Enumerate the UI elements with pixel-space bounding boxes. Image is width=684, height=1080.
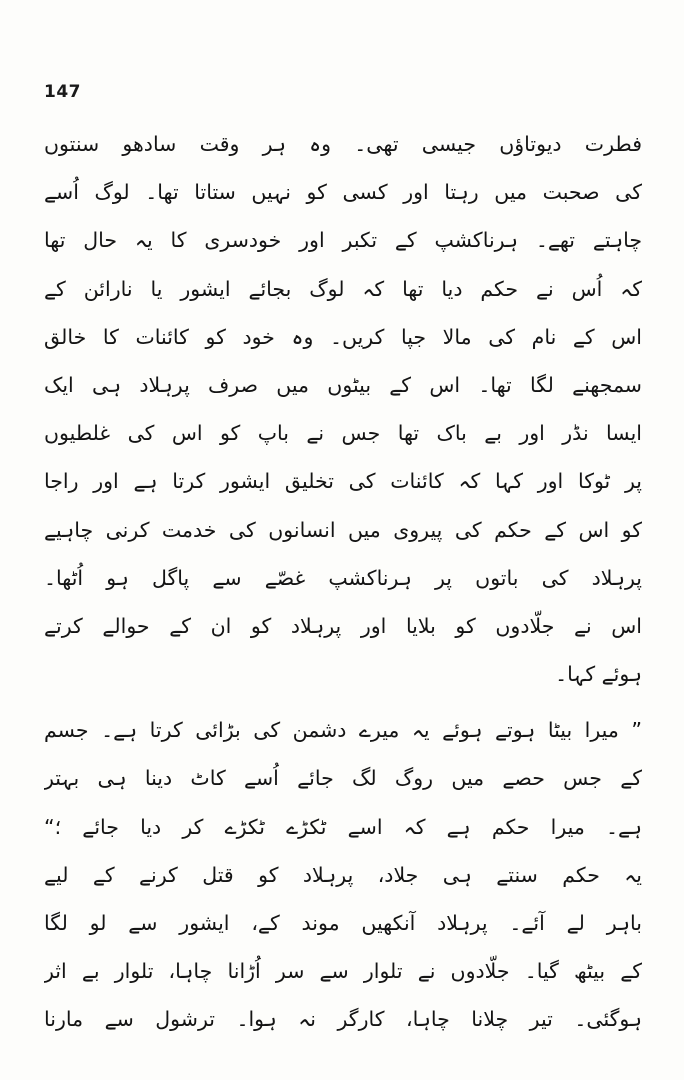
text-line: فطرت دیوتاؤں جیسی تھی۔ وہ ہر وقت سادھو سنتوں: [44, 132, 642, 156]
text-line: ہوگئی۔ تیر چلانا چاہا، کارگر نہ ہوا۔ ترشول سے مارنا: [44, 1007, 642, 1032]
text-line: کے بیٹھ گیا۔ جلّادوں نے تلوار سے سر اُڑانا چاہا، تلوار بے اثر: [44, 959, 642, 984]
text-line: ہے۔ میرا حکم ہے کہ اسے ٹکڑے ٹکڑے کر دیا جائے ؛“: [44, 814, 642, 839]
text-line: چاہتے تھے۔ ہرناکشپ کے تکبر اور خودسری کا یہ حال تھا: [44, 228, 642, 253]
body-text: [44, 120, 642, 1044]
text-line: کہ اُس نے حکم دیا تھا کہ لوگ بجائے ایشور یا نارائن کے: [44, 276, 642, 301]
text-line: سمجھنے لگا تھا۔ اس کے بیٹوں میں صرف پرہلاد ہی ایک: [44, 372, 642, 397]
text-line: ” میرا بیٹا ہوتے ہوئے یہ میرے دشمن کی بڑائی کرتا ہے۔ جسم: [44, 718, 642, 743]
text-line: کو اس کے حکم کی پیروی میں انسانوں کی خدمت کرنی چاہیے: [44, 517, 642, 542]
text-line: پرہلاد کی باتوں پر ہرناکشپ غصّے سے پاگل ہو اُٹھا۔: [44, 565, 642, 590]
text-line: باہر لے آئے۔ پرہلاد آنکھیں موند کے، ایشور سے لو لگا: [44, 911, 642, 935]
text-line: کے جس حصے میں روگ لگ جائے اُسے کاٹ دینا ہی بہتر: [44, 766, 642, 791]
text-line: ہوئے کہا۔: [555, 662, 642, 687]
text-line: کی صحبت میں رہتا اور کسی کو نہیں ستاتا تھا۔ لوگ اُسے: [44, 180, 642, 205]
page-number: 147: [44, 82, 81, 102]
text-line: اس کے نام کی مالا جپا کریں۔ وہ خود کو کائنات کا خالق: [44, 324, 642, 349]
text-line: ایسا نڈر اور بے باک تھا جس نے باپ کو اس کی غلطیوں: [44, 421, 642, 446]
text-line: اس نے جلّادوں کو بلایا اور پرہلاد کو ان کے حوالے کرتے: [44, 613, 642, 638]
text-line: پر ٹوکا اور کہا کہ کائنات کی تخلیق ایشور کرتا ہے اور راجا: [44, 469, 642, 494]
text-line: یہ حکم سنتے ہی جلاد، پرہلاد کو قتل کرنے کے لیے: [44, 862, 642, 887]
